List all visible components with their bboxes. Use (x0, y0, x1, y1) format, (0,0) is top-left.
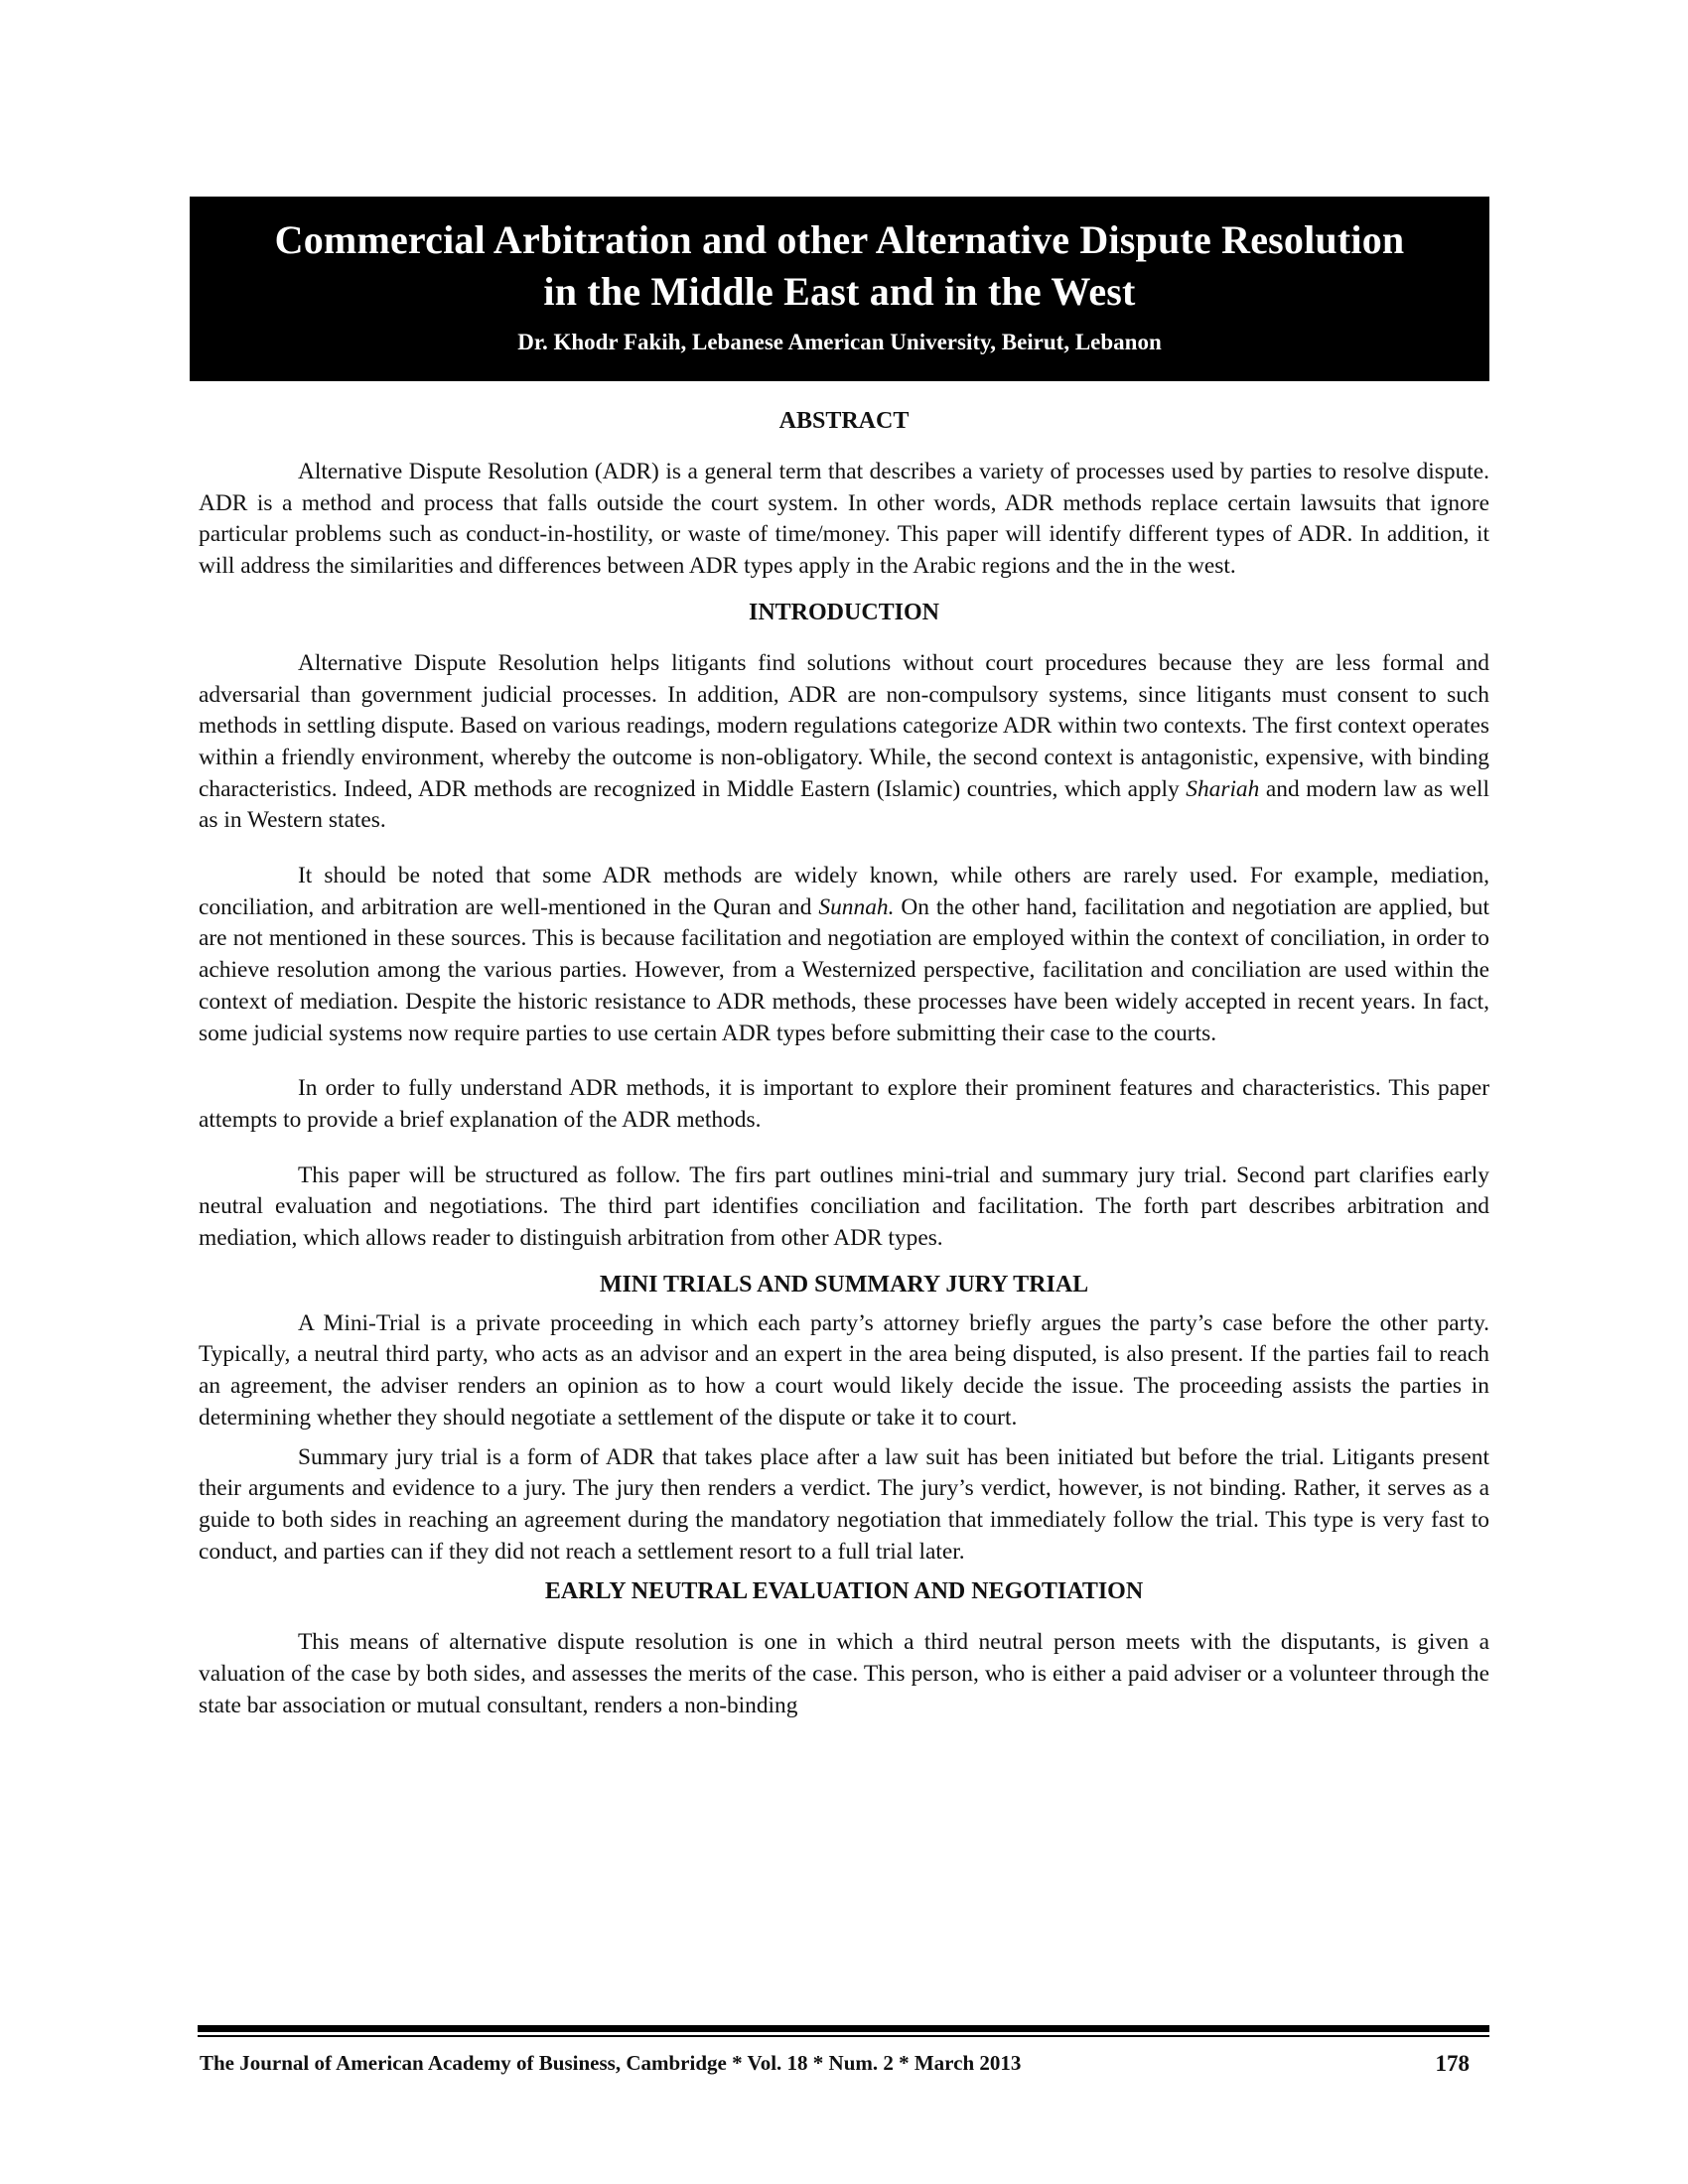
introduction-heading: INTRODUCTION (748, 599, 940, 625)
intro-p2-text-a: It should be noted that some ADR methods are widely known, while others are rarely used. For example, mediation, conciliation, and arbitration are well-mentioned in the Quran and (199, 863, 1489, 920)
article-body (199, 405, 1489, 1722)
early-neutral-paragraph-1: This means of alternative dispute resolution is one in which a third neutral person meets with the disputants, is given a valuation of the case by both sides, and assesses the merits of the case. This person, who is either a paid adviser or a volunteer through the state bar association or mutual consultant, renders a non-binding (199, 1629, 1489, 1718)
paper-title-line-2: in the Middle East and in the West (543, 269, 1136, 314)
introduction-paragraph-2 (199, 861, 1489, 1049)
intro-p1-text-b: and modern law as well as in Western states. (199, 775, 1489, 834)
abstract-text: Alternative Dispute Resolution (ADR) is a general term that describes a variety of processes used by parties to resolve dispute. ADR is a method and process that falls outside the court system. In other words, ADR methods replace certain lawsuits that ignore particular problems such as conduct-in-hostility, or waste of time/money. This paper will identify different types of ADR. In addition, it will address the similarities and differences between ADR types apply in the Arabic regions and the in the west. (199, 459, 1489, 580)
early-neutral-heading: EARLY NEUTRAL EVALUATION AND NEGOTIATION (544, 1578, 1144, 1605)
title-banner (190, 197, 1489, 381)
introduction-paragraph-4: This paper will be structured as follow. The firs part outlines mini-trial and summary jury trial. Second part clarifies early neutral evaluation and negotiations. The third part identifies conciliation and facilitation. The forth part describes arbitration and mediation, which allows reader to distinguish arbitration from other ADR types. (199, 1161, 1489, 1252)
intro-p1-text-a: Alternative Dispute Resolution helps litigants find solutions without court procedures because they are less formal and adversarial than government judicial processes. In addition, ADR are non-compulsory systems, since litigants must consent to such methods in settling dispute. Based on various readings, modern regulations categorize ADR within two contexts. The first context operates within a friendly environment, whereby the outcome is non-obligatory. While, the second context is antagonistic, expensive, with binding characteristics. Indeed, ADR methods are recognized in Middle Eastern (Islamic) countries, which apply (199, 649, 1489, 802)
introduction-paragraph-1 (199, 648, 1489, 837)
paper-title-line-1: Commercial Arbitration and other Alternative Dispute Resolution (274, 217, 1405, 262)
intro-p2-text-b: On the other hand, facilitation and negotiation are applied, but are not mentioned in these sources. This is because facilitation and negotiation are employed within the context of conciliation, in order to achieve resolution among the various parties. However, from a Westernized perspective, facilitation and conciliation are used within the context of mediation. Despite the historic resistance to ADR methods, these processes have been widely accepted in recent years. In fact, some judicial systems now require parties to use certain ADR types before submitting their case to the courts. (199, 893, 1489, 1046)
mini-trials-paragraph-2: Summary jury trial is a form of ADR that takes place after a law suit has been initiated but before the trial. Litigants present their arguments and evidence to a jury. The jury then renders a verdict. The jury’s verdict, however, is not binding. Rather, it serves as a guide to both sides in reaching an agreement during the mandatory negotiation that immediately follow the trial. This type is very fast to conduct, and parties can if they did not reach a settlement resort to a full trial later. (199, 1443, 1489, 1565)
footer-rule-thin (198, 2035, 1489, 2037)
journal-citation: The Journal of American Academy of Business, Cambridge * Vol. 18 * Num. 2 * March 2013 (200, 2051, 1022, 2075)
intro-p1-italic-term: Shariah (1186, 775, 1260, 802)
author-affiliation: Dr. Khodr Fakih, Lebanese American University, Beirut, Lebanon (517, 330, 1162, 354)
intro-p2-italic-term: Sunnah. (818, 893, 895, 920)
abstract-heading: ABSTRACT (778, 408, 910, 434)
page-footer (200, 2051, 1470, 2087)
footer-rule-thick (198, 2025, 1489, 2032)
introduction-paragraph-3: In order to fully understand ADR methods, it is important to explore their prominent features and characteristics. This paper attempts to provide a brief explanation of the ADR methods. (199, 1075, 1489, 1133)
page-number: 178 (1435, 2051, 1470, 2076)
mini-trials-paragraph-1: A Mini-Trial is a private proceeding in which each party’s attorney briefly argues the party’s case before the other party. Typically, a neutral third party, who acts as an advisor and an expert in the area being disputed, is also present. If the parties fail to reach an agreement, the adviser renders an opinion as to how a court would likely decide the issue. The proceeding assists the parties in determining whether they should negotiate a settlement of the dispute or take it to court. (199, 1309, 1489, 1431)
mini-trials-heading: MINI TRIALS AND SUMMARY JURY TRIAL (599, 1271, 1089, 1297)
